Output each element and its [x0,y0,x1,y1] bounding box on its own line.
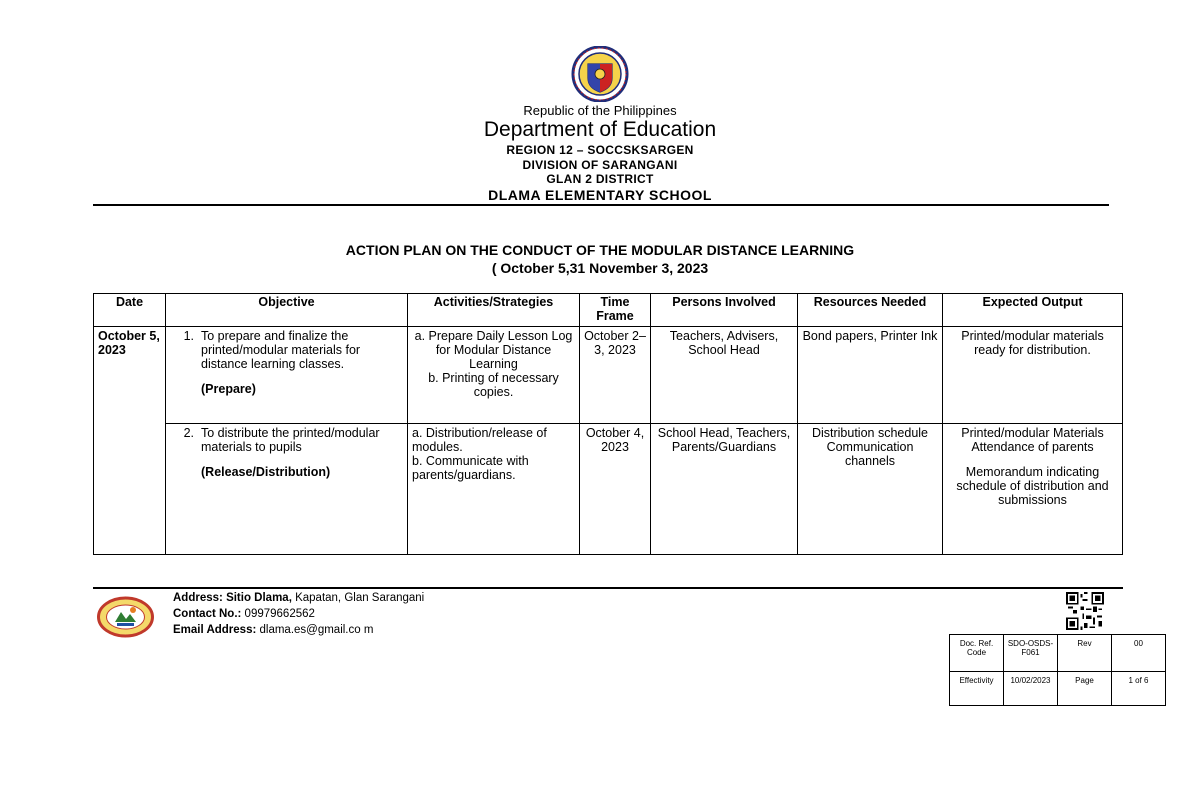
address-line [173,592,424,604]
time-frame-cell: October 2– 3, 2023 [580,327,651,424]
objective-cell [166,424,408,555]
qr-code-icon [1066,592,1104,630]
output-cell [943,327,1123,424]
rev-value: 00 [1112,635,1166,672]
rev-label: Rev [1058,635,1112,672]
email-line [173,624,373,636]
district-label: GLAN 2 DISTRICT [546,172,654,186]
time-frame-cell: October 4, 2023 [580,424,651,555]
department-title: Department of Education [483,118,717,141]
objective-phase: (Release/Distribution) [201,465,331,479]
header-resources: Resources Needed [798,294,943,327]
contact-label: Contact No.: [173,608,242,620]
activity-item: a. Distribution/release of modules. [412,426,547,454]
document-title: ACTION PLAN ON THE CONDUCT OF THE MODULAR DISTANCE LEARNING [345,242,855,258]
doc-ref-label: Doc. Ref. Code [950,635,1004,672]
table-row [94,424,1123,555]
contact-line [173,608,315,620]
effectivity-value: 10/02/2023 [1004,672,1058,706]
document-subtitle: ( October 5,31 November 3, 2023 [491,260,709,276]
page-label: Page [1058,672,1112,706]
header-divider [93,204,1109,206]
objective-number: 1. [183,329,194,343]
table-row [94,327,1123,424]
header-date: Date [94,294,166,327]
email-value: dlama.es@gmail.co m [256,624,374,636]
header-activities: Activities/Strategies [408,294,580,327]
region-label: REGION 12 – SOCCSKSARGEN [506,143,694,157]
objective-number: 2. [183,426,194,440]
activity-item: b. Printing of necessary copies. [428,371,559,399]
output-item: Printed/modular Materials Attendance of parents [961,426,1104,454]
address-label: Address: [173,592,223,604]
address-value: Kapatan, Glan Sarangani [291,592,425,604]
activity-item: b. Communicate with parents/guardians. [412,454,529,482]
division-label: DIVISION OF SARANGANI [522,158,678,172]
activity-item: a. Prepare Daily Lesson Log for Modular Distance Learning [414,329,573,371]
page-value: 1 of 6 [1112,672,1166,706]
republic-label: Republic of the Philippines [523,103,677,118]
doc-ref-table [949,634,1166,706]
date-cell: October 5, 2023 [94,327,166,555]
output-item: Printed/modular materials ready for distribution. [961,329,1104,357]
table-header-row [94,294,1123,327]
objective-cell [166,327,408,424]
header-time-frame: Time Frame [580,294,651,327]
footer-divider [93,587,1123,589]
persons-cell: Teachers, Advisers, School Head [651,327,798,424]
persons-cell: School Head, Teachers, Parents/Guardians [651,424,798,555]
objective-phase: (Prepare) [201,382,256,396]
output-cell [943,424,1123,555]
school-name: DLAMA ELEMENTARY SCHOOL [488,187,712,203]
deped-seal-icon [568,46,632,102]
activities-cell [408,424,580,555]
address-value-bold: Sitio Dlama, [226,592,292,604]
contact-value: 09979662562 [241,608,315,620]
effectivity-label: Effectivity [950,672,1004,706]
header-output: Expected Output [943,294,1123,327]
doc-ref-value: SDO-OSDS-F061 [1004,635,1058,672]
header-objective: Objective [166,294,408,327]
resources-cell: Distribution schedule Communication channels [798,424,943,555]
email-label: Email Address: [173,624,257,636]
resources-cell: Bond papers, Printer Ink [798,327,943,424]
school-logo-icon [97,596,154,638]
objective-text: To prepare and finalize the printed/modular materials for distance learning classes. [201,329,361,371]
action-plan-table [93,293,1123,555]
output-item: Memorandum indicating schedule of distribution and submissions [956,465,1109,507]
activities-cell [408,327,580,424]
objective-text: To distribute the printed/modular materials to pupils [201,426,380,454]
header-persons: Persons Involved [651,294,798,327]
